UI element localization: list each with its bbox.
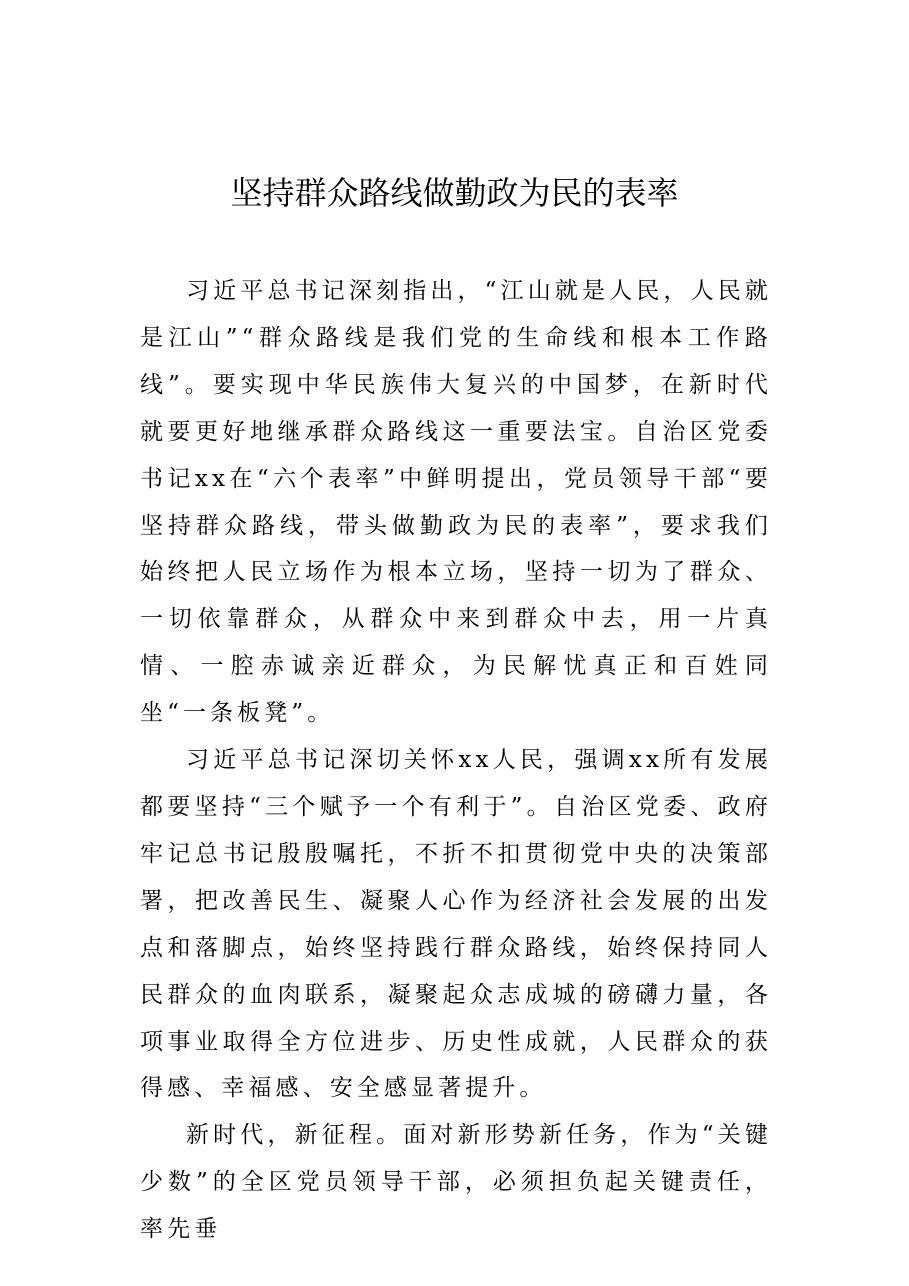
document-title: 坚持群众路线做勤政为民的表率 [230,174,679,212]
document-body [140,268,772,1253]
paragraph-3: 新时代，新征程。面对新形势新任务，作为“关键少数”的全区党员领导干部，必须担负起关键责任，率先垂 [140,1122,772,1243]
paragraph-1: 习近平总书记深刻指出，“江山就是人民，人民就是江山”“群众路线是我们党的生命线和根本工作路线”。要实现中华民族伟大复兴的中国梦，在新时代就要更好地继承群众路线这一重要法宝。自治区党委书记xx在“六个表率”中鲜明提出，党员领导干部“要坚持群众路线，带头做勤政为民的表率”，要求我们始终把人民立场作为根本立场，坚持一切为了群众、一切依靠群众，从群众中来到群众中去，用一片真情、一腔赤诚亲近群众，为民解忧真正和百姓同坐“一条板凳”。 [140,278,772,727]
paragraph-2: 习近平总书记深切关怀xx人民，强调xx所有发展都要坚持“三个赋予一个有利于”。自治区党委、政府牢记总书记殷殷嘱托，不折不扣贯彻党中央的决策部署，把改善民生、凝聚人心作为经济社会发展的出发点和落脚点，始终坚持践行群众路线，始终保持同人民群众的血肉联系，凝聚起众志成城的磅礴力量，各项事业取得全方位进步、历史性成就，人民群众的获得感、幸福感、安全感显著提升。 [140,747,772,1102]
